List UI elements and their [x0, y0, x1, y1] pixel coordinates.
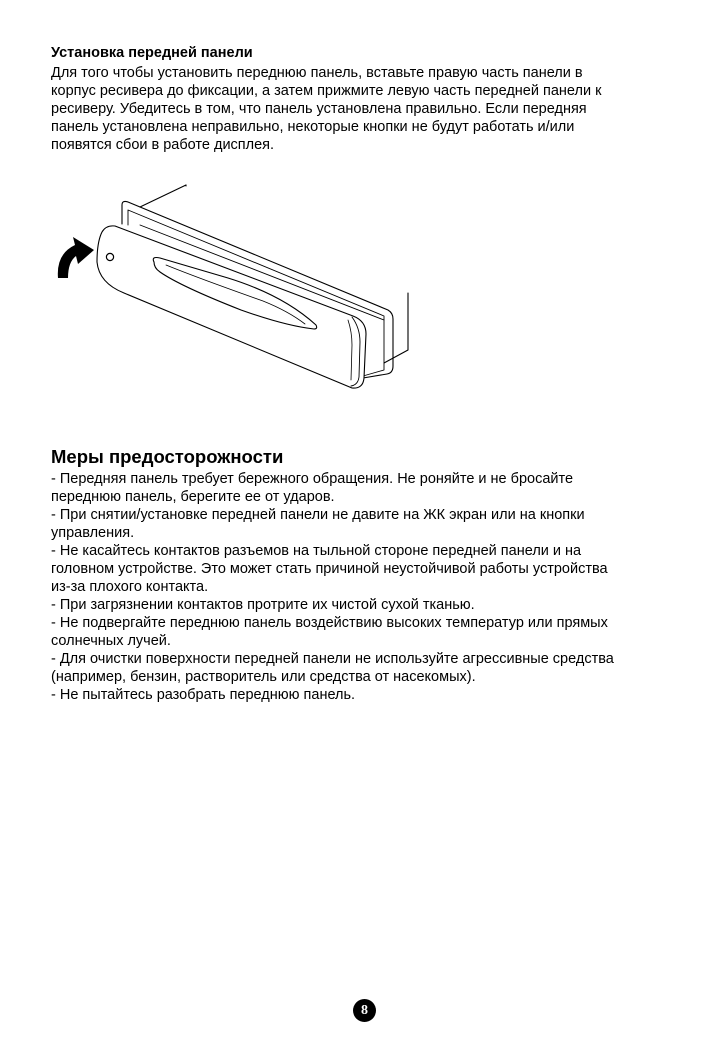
caution-line: головном устройстве. Это может стать причиной неустойчивой работы устройства	[51, 561, 608, 577]
caution-line: - Передняя панель требует бережного обращения. Не роняйте и не бросайте	[51, 471, 574, 487]
caution-line: (например, бензин, растворитель или средства от насекомых).	[51, 669, 476, 685]
install-line: корпус ресивера до фиксации, а затем прижмите левую часть передней панели к	[51, 83, 602, 99]
caution-item	[51, 614, 691, 650]
install-line: появятся сбои в работе дисплея.	[51, 137, 275, 153]
install-line: Для того чтобы установить переднюю панель, вставьте правую часть панели в	[51, 65, 583, 81]
caution-item	[51, 542, 691, 596]
caution-list	[51, 470, 691, 704]
front-panel-installation-diagram	[48, 180, 418, 395]
caution-line: - Не подвергайте переднюю панель воздействию высоких температур или прямых	[51, 615, 608, 631]
caution-line: - При снятии/установке передней панели не давите на ЖК экран или на кнопки	[51, 507, 585, 523]
receiver-chassis-top-edge	[140, 185, 186, 207]
page-number-badge: 8	[353, 999, 376, 1022]
caution-line: - При загрязнении контактов протрите их чистой сухой тканью.	[51, 597, 475, 613]
caution-item	[51, 470, 691, 506]
caution-line: - Для очистки поверхности передней панели не используйте агрессивные средства	[51, 651, 614, 667]
install-section-title: Установка передней панели	[51, 45, 253, 61]
caution-line: - Не касайтесь контактов разъемов на тыльной стороне передней панели и на	[51, 543, 582, 559]
caution-item	[51, 686, 691, 704]
caution-item	[51, 650, 691, 686]
caution-line: управления.	[51, 525, 135, 541]
caution-line: солнечных лучей.	[51, 633, 171, 649]
caution-item	[51, 506, 691, 542]
caution-section-title: Меры предосторожности	[51, 446, 284, 467]
caution-line: переднюю панель, берегите ее от ударов.	[51, 489, 335, 505]
caution-line: - Не пытайтесь разобрать переднюю панель.	[51, 687, 356, 703]
caution-item	[51, 596, 691, 614]
receiver-chassis-side-edge	[384, 293, 408, 363]
install-line: ресиверу. Убедитесь в том, что панель установлена правильно. Если передняя	[51, 101, 587, 117]
insertion-arrow-icon	[58, 237, 94, 278]
install-paragraph	[51, 64, 681, 154]
caution-line: из-за плохого контакта.	[51, 579, 209, 595]
install-line: панель установлена неправильно, некоторые кнопки не будут работать и/или	[51, 119, 575, 135]
front-panel-outline	[97, 226, 366, 388]
